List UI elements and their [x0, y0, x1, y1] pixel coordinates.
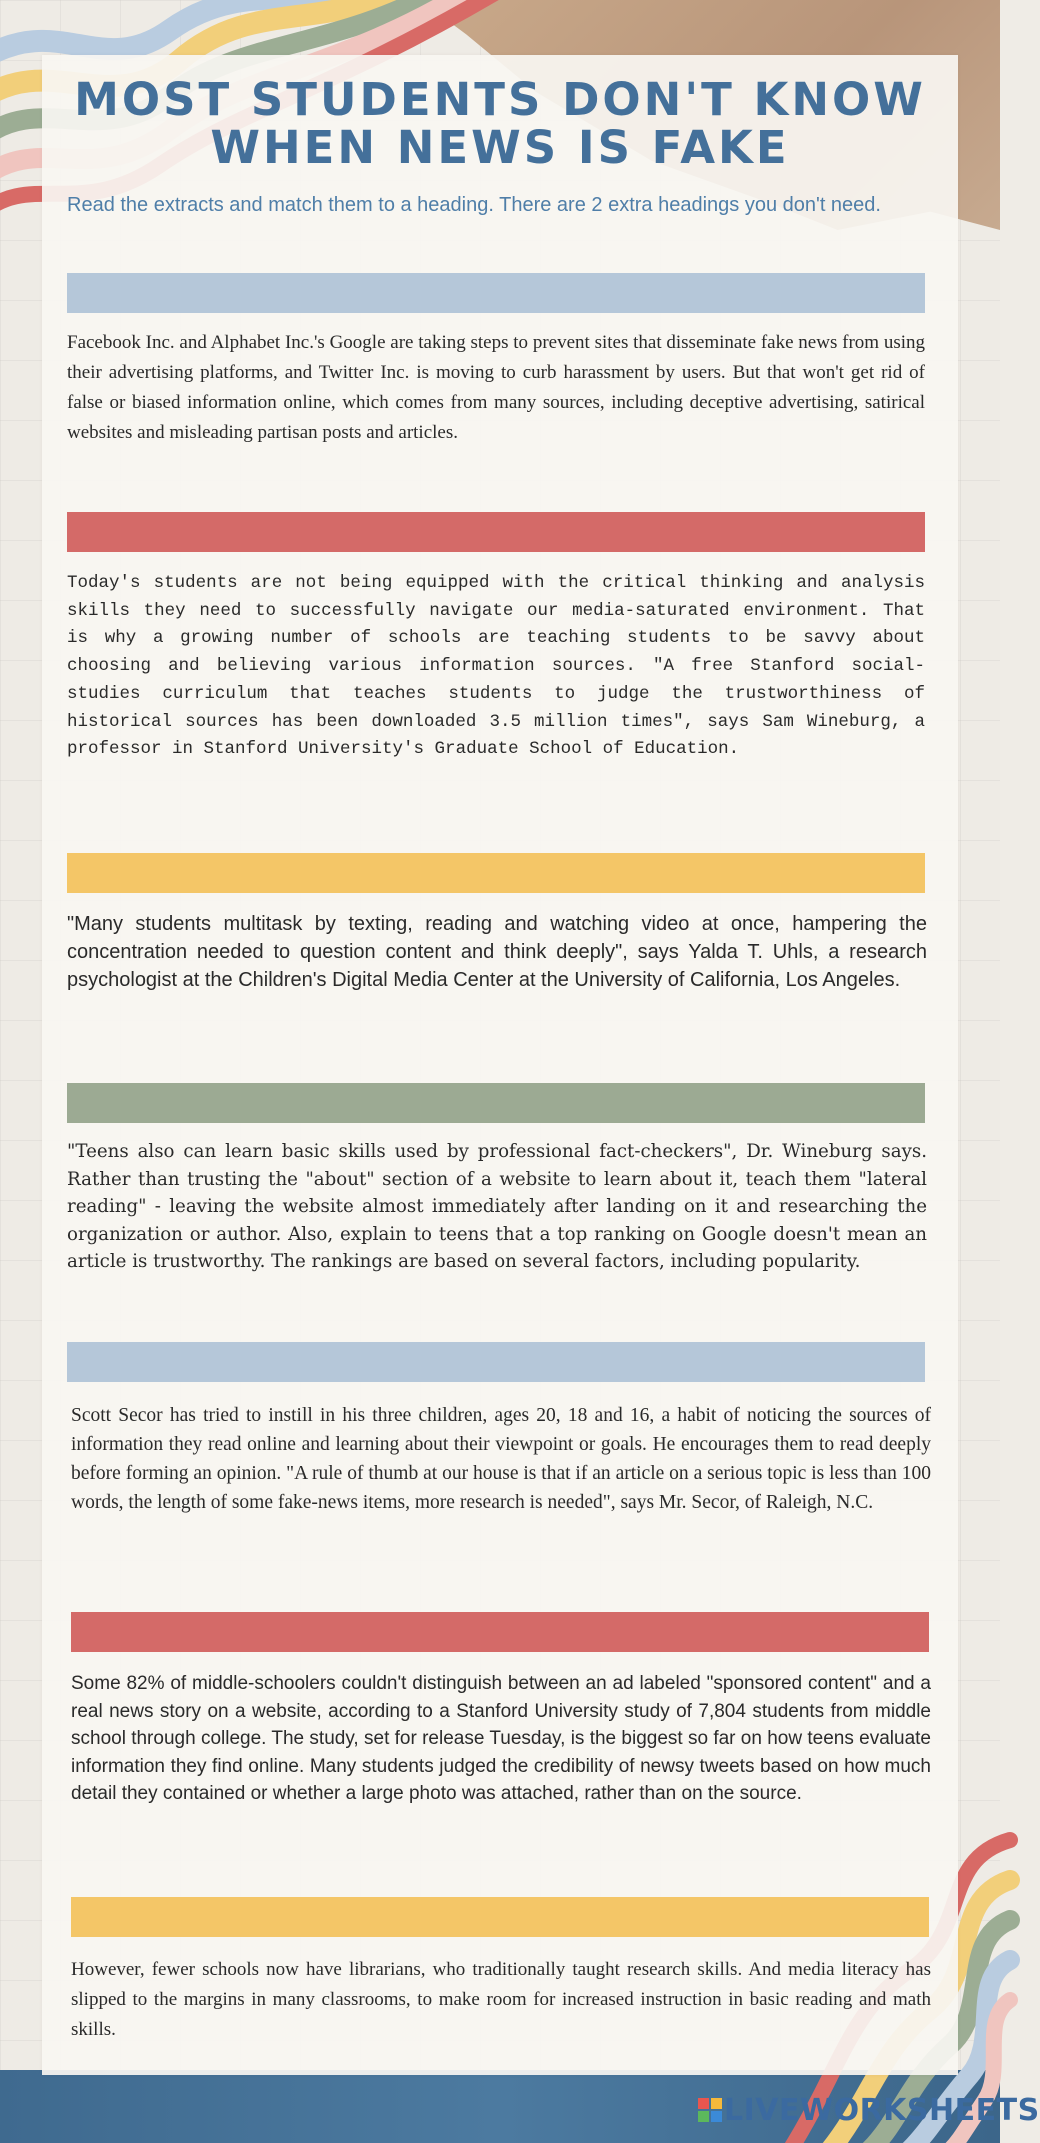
extract-3-text: "Many students multitask by texting, reading and watching video at once, hampering the concentration needed to question content and think deeply", says Yalda T. Uhls, a research psychologist at the Children's Digital Media Center at the University of California, Los Angeles.	[67, 913, 927, 991]
heading-drop-zone-7[interactable]	[71, 1897, 929, 1937]
liveworksheets-logo-icon	[698, 2098, 722, 2122]
heading-drop-zone-3[interactable]	[67, 853, 925, 893]
extract-2-text: Today's students are not being equipped with the critical thinking and analysis skills they need to successfully navigate our media-saturated environment. That is why a growing number of schools are teaching students to be savvy about choosing and believing various information sources. "A free Stanford social-studies curriculum that teaches students to judge the trustworthiness of historical sources has been downloaded 3.5 million times", says Sam Wineburg, a professor in Stanford University's Graduate School of Education.	[67, 573, 925, 760]
extract-5-text: Scott Secor has tried to instill in his three children, ages 20, 18 and 16, a habit of noticing the sources of information they read online and learning about their viewpoint or goals. He encourages them to read deeply before forming an opinion. "A rule of thumb at our house is that if an article on a serious topic is less than 100 words, the length of some fake-news items, more research is needed", says Mr. Secor, of Raleigh, N.C.	[71, 1405, 931, 1513]
heading-drop-zone-1[interactable]	[67, 273, 925, 313]
page-title: MOST STUDENTS DON'T KNOW WHEN NEWS IS FAKE	[74, 73, 926, 174]
extract-1-text: Facebook Inc. and Alphabet Inc.'s Google are taking steps to prevent sites that disseminate fake news from using their advertising platforms, and Twitter Inc. is moving to curb harassment by users. But that won't get rid of false or biased information online, which comes from many sources, including deceptive advertising, satirical websites and misleading partisan posts and articles.	[67, 332, 925, 443]
heading-drop-zone-6[interactable]	[71, 1612, 929, 1652]
heading-drop-zone-5[interactable]	[67, 1342, 925, 1382]
extract-4-text: "Teens also can learn basic skills used by professional fact-checkers", Dr. Wineburg says. Rather than trusting the "about" section of a website to learn about it, teach them "lateral reading" - leaving the website almost immediately after landing on it and researching the organization or author. Also, explain to teens that a top ranking on Google doesn't mean an article is trustworthy. The rankings are based on several factors, including popularity.	[67, 1141, 927, 1272]
liveworksheets-logo[interactable]	[698, 2090, 1040, 2130]
heading-drop-zone-4[interactable]	[67, 1083, 925, 1123]
heading-drop-zone-2[interactable]	[67, 512, 925, 552]
logo-text: LIVEWORKSHEETS	[724, 2092, 1040, 2128]
extract-6-text: Some 82% of middle-schoolers couldn't distinguish between an ad labeled "sponsored content" and a real news story on a website, according to a Stanford University study of 7,804 students from middle school through college. The study, set for release Tuesday, is the biggest so far on how teens evaluate information they find online. Many students judged the credibility of newsy tweets based on how much detail they contained or whether a large photo was attached, rather than on the source.	[71, 1673, 931, 1805]
extract-7-text: However, fewer schools now have librarians, who traditionally taught research skills. And media literacy has slipped to the margins in many classrooms, to make room for increased instruction in basic reading and math skills.	[71, 1959, 931, 2040]
instructions-text: Read the extracts and match them to a heading. There are 2 extra headings you don't need.	[67, 194, 881, 216]
